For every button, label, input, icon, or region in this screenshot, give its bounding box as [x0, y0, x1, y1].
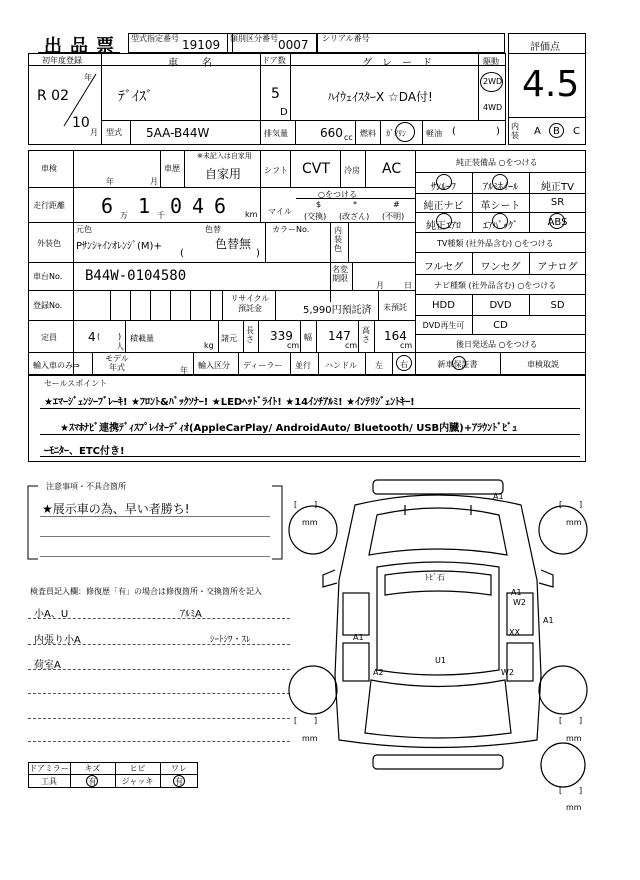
notes-text: ★展示車の為、早い者勝ち! — [42, 502, 190, 516]
mark-right-rear-door: XX — [509, 628, 520, 637]
handle-left: 左 — [375, 361, 383, 370]
displacement-unit: cc — [344, 133, 353, 142]
first-reg-label: 初年度登録 — [42, 56, 82, 65]
mileage-digit-4: 4 — [192, 194, 205, 218]
mark-roof: U1 — [435, 656, 446, 665]
after-warranty-circle — [452, 356, 466, 370]
mark-windshield: ﾄﾋﾞ石 — [425, 573, 445, 582]
meter-unknown-sym: # — [393, 200, 400, 209]
length-label: 長さ — [246, 326, 254, 344]
legend-door-mirror: ドアミラー — [29, 764, 69, 773]
after-manual: 車検取説 — [527, 360, 559, 369]
name-change-month: 月 — [376, 281, 384, 290]
meter-mile: マイル — [268, 207, 292, 216]
equip-abs-circle — [549, 213, 565, 229]
type-designation-no: 19109 — [182, 38, 221, 52]
color-no-label: カラーNo. — [272, 225, 310, 234]
inspector-note-2b: ｼｰﾄｼﾜ・ｽﾚ — [210, 635, 251, 645]
reg-no-label: 登録No. — [33, 301, 63, 310]
navi-hdd: HDD — [432, 300, 455, 311]
tire-fl-mm: mm — [302, 518, 318, 527]
dims-label: 諸元 — [221, 334, 237, 343]
car-damage-diagram — [285, 475, 590, 815]
color-label: 外装色 — [37, 239, 61, 248]
mileage-sen: 千 — [157, 211, 165, 220]
after-warranty: 新車保証書 — [437, 360, 478, 369]
sales-line-1: ★ｴﾏｰｼﾞｪﾝｼｰﾌﾞﾚｰｷ! ★ﾌﾛﾝﾄ&ﾊﾞｯｸｿﾅｰ! ★LEDﾍｯﾄﾞﾗｲﾄ! ★14ｲﾝﾁｱﾙﾐ! ★ｲﾝﾃﾘｼﾞｪﾝﾄｷｰ! — [44, 397, 415, 408]
shaken-year-label: 年 — [106, 177, 114, 186]
equipment-title: 純正装備品 ○をつける — [456, 158, 538, 167]
meter-unknown: (不明) — [382, 212, 405, 221]
sales-line-3: ｰﾓﾆﾀｰ、ETC付き! — [44, 446, 125, 457]
chassis-label: 車台No. — [33, 272, 63, 281]
category-label: 類別区分番号 — [230, 34, 278, 43]
color-orig-label: 元色 — [76, 225, 92, 234]
recycle-label: リサイクル預託金 — [230, 294, 270, 313]
equip-alloy-circle — [492, 174, 508, 190]
length-unit: cm — [287, 341, 300, 350]
after-title: 後日発送品 ○をつける — [456, 340, 538, 349]
tire-rl-mm: mm — [302, 734, 318, 743]
capacity-label: 定員 — [41, 333, 57, 342]
type-designation-label: 型式指定番号 — [131, 34, 179, 43]
car-name: ﾃﾞｲｽﾞ — [118, 89, 153, 105]
history-note: ※未記入は自家用 — [197, 152, 252, 160]
mark-right-front-door: A1 — [511, 588, 522, 597]
handle-right: 右 — [400, 360, 408, 369]
inspector-note-3a: 荷室A — [34, 660, 61, 671]
legend-crack: ヒビ — [129, 764, 146, 773]
recycle-value: 5,990円預託済 — [303, 305, 372, 316]
equip-airbag: ｴｱﾊﾞｯｸﾞ — [483, 221, 518, 232]
import-cat-label: 輸入区分 — [198, 361, 230, 370]
interior-color-label: 内装色 — [334, 226, 342, 253]
meter-note: ○をつける — [318, 190, 357, 199]
tire-fr-mm: mm — [566, 518, 582, 527]
legend-jack-yes: 有 — [175, 777, 183, 786]
meter-altered-sym: * — [353, 200, 357, 209]
ac-label: 冷房 — [344, 166, 360, 175]
meter-exchange-sym: $ — [316, 200, 322, 209]
ac-value: AC — [382, 161, 402, 177]
grade-label: グレード — [362, 58, 442, 69]
inspector-label: 検査員記入欄：修復歴「有」の場合は修復箇所・交換箇所を記入 — [30, 587, 262, 596]
car-name-label: 車名 — [168, 58, 236, 69]
equip-aero-circle — [436, 213, 452, 229]
equip-sr: SR — [550, 197, 565, 208]
meter-altered: (改ざん) — [339, 212, 370, 221]
color-orig: Pｻﾝｼｬｲﾝｵﾚﾝｼﾞ(M)+ — [76, 241, 162, 252]
equip-aero: 純正ｴｱﾛ — [426, 221, 461, 232]
tv-title: TV種類 (社外品含む) ○をつける — [437, 239, 554, 248]
shift-value: CVT — [302, 161, 330, 177]
name-change-day: 日 — [404, 281, 412, 290]
equip-abs: ABS — [547, 217, 568, 228]
inspector-note-2a: 内張り小A — [34, 635, 81, 646]
legend-tools: 工具 — [41, 777, 57, 786]
height-unit: cm — [400, 341, 413, 350]
doors-type: D — [280, 107, 288, 118]
load-label: 積載量 — [130, 334, 154, 343]
interior-a: A — [534, 126, 541, 137]
navi-dvd-play: DVD再生可 — [422, 321, 465, 330]
score-label: 評価点 — [530, 42, 560, 53]
first-reg-era: R 02 — [37, 88, 69, 104]
sales-label: セールスポイント — [44, 379, 108, 388]
form-title: 出品票 — [44, 36, 122, 57]
tv-oneseg: ワンセグ — [480, 262, 521, 273]
tv-analog: アナログ — [537, 262, 578, 273]
inspector-note-1b: ｱﾙﾐA — [180, 609, 202, 620]
equip-sunroof: ｻﾝﾙｰﾌ — [431, 182, 456, 193]
sales-line-2: ★ｽﾏﾎﾅﾋﾞ連携ﾃﾞｨｽﾌﾟﾚｲｵｰﾃﾞｨｵ(AppleCarPlay/ AndroidAuto/ Bluetooth/ USB内臓)+ｱﾗｳﾝﾄﾞﾋﾞｭ — [60, 423, 518, 434]
displacement-value: 660 — [320, 126, 343, 140]
inspector-note-1a: 小A、U — [34, 609, 69, 620]
model-year-unit: 年 — [180, 366, 188, 375]
fuel-label: 燃料 — [360, 129, 376, 138]
mileage-digit-3: 0 — [170, 194, 183, 218]
shift-label: シフト — [264, 166, 288, 175]
model-year-label: モデル年式 — [105, 354, 129, 372]
doors-label: ドア数 — [262, 56, 286, 65]
equip-alloy-wheels: ｱﾙﾐﾎｲｰﾙ — [483, 182, 518, 193]
capacity-value: 4 — [88, 330, 96, 344]
interior-label: 内装 — [511, 122, 519, 140]
model-value: 5AA-B44W — [146, 126, 210, 140]
equip-genuine-navi: 純正ナビ — [423, 201, 464, 212]
mark-right-side: A1 — [543, 616, 554, 625]
legend-break: ワレ — [171, 764, 187, 773]
serial-label: シリアル番号 — [322, 34, 370, 43]
height-value: 164 — [384, 329, 407, 343]
first-reg-year-label: 年 — [84, 73, 92, 82]
tire-rr-mm: mm — [566, 734, 582, 743]
tire-spare-mm: mm — [566, 803, 582, 812]
load-unit: kg — [204, 341, 214, 350]
mileage-label: 走行距離 — [33, 201, 65, 210]
mileage-man: 万 — [120, 211, 128, 220]
equip-airbag-circle — [492, 213, 508, 229]
category-no: 0007 — [278, 38, 309, 52]
import-label: 輸入車のみ⇒ — [33, 361, 80, 370]
width-label: 幅 — [304, 333, 312, 342]
mileage-km: km — [245, 210, 258, 219]
mark-right-quarter: W2 — [501, 668, 514, 677]
name-change-label: 名変期限 — [332, 265, 348, 283]
mileage-digit-1: 6 — [101, 194, 114, 218]
tv-fullseg: フルセグ — [423, 262, 464, 273]
import-cat-parallel: 並行 — [295, 361, 311, 370]
legend-scratch: キズ — [84, 764, 101, 773]
equip-leather-seat: 革シート — [480, 201, 521, 212]
drive-label: 駆動 — [483, 57, 499, 66]
import-cat-dealer: ディーラー — [243, 361, 283, 370]
navi-dvd: DVD — [489, 300, 512, 311]
doors-value: 5 — [271, 86, 280, 102]
legend-jack: ジャッキ — [121, 777, 154, 786]
shaken-label: 車検 — [41, 164, 57, 173]
fuel-gas: ｶﾞｿﾘﾝ — [386, 129, 406, 138]
equip-sunroof-circle — [436, 174, 452, 190]
legend-tools-yes: 有 — [88, 777, 97, 786]
mark-left-rear-door: A1 — [353, 633, 364, 642]
shaken-month-label: 月 — [150, 177, 158, 186]
history-value: 自家用 — [205, 167, 242, 181]
model-label: 型式 — [106, 128, 122, 137]
interior-c: C — [573, 126, 580, 137]
first-reg-month-label: 月 — [90, 128, 98, 137]
history-label: 車歴 — [164, 164, 180, 173]
interior-b: B — [553, 126, 560, 137]
capacity-unit: 人 — [116, 342, 124, 351]
color-current-label: 色替 — [205, 225, 221, 234]
mark-front-bumper: A1 — [493, 492, 504, 501]
width-value: 147 — [328, 329, 351, 343]
navi-sd: SD — [550, 300, 565, 311]
width-unit: cm — [345, 341, 358, 350]
mark-left-quarter: A2 — [373, 668, 384, 677]
fuel-diesel: 軽油 — [426, 129, 442, 138]
grade-value: ﾊｲｳｪｲｽﾀｰX ☆DA付! — [328, 90, 433, 104]
recycle-unpaid: 未預託 — [383, 303, 407, 312]
drive-4wd: 4WD — [483, 103, 503, 112]
height-label: 高さ — [362, 326, 370, 344]
displacement-label: 排気量 — [264, 129, 288, 138]
handle-label: ハンドル — [325, 361, 357, 370]
score-value: 4.5 — [522, 64, 580, 105]
length-value: 339 — [270, 329, 293, 343]
chassis-number: B44W-0104580 — [85, 268, 187, 284]
notes-label: 注意事項・不具合箇所 — [46, 482, 126, 491]
mileage-digit-5: 6 — [214, 194, 227, 218]
meter-exchange: (交換) — [304, 212, 327, 221]
color-current: 色替無 — [215, 237, 252, 251]
first-reg-month: 10 — [72, 115, 90, 131]
mileage-digit-2: 1 — [138, 194, 151, 218]
equip-genuine-tv: 純正TV — [541, 182, 574, 193]
mark-right-front-door-2: W2 — [513, 598, 526, 607]
navi-title: ナビ種類 (社外品含む) ○をつける — [434, 281, 557, 290]
navi-cd: CD — [493, 320, 508, 331]
drive-2wd: 2WD — [483, 77, 503, 86]
